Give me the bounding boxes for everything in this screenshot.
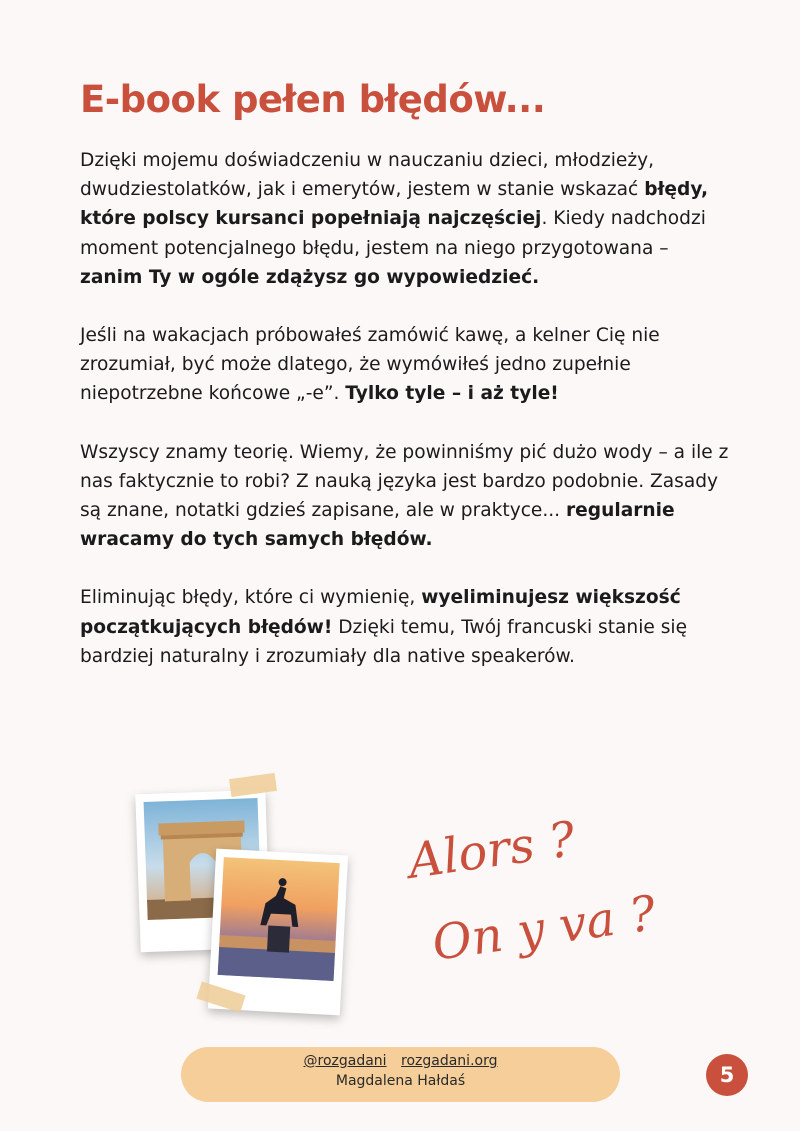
text-run: Eliminując błędy, które ci wymienię, xyxy=(80,587,422,609)
footer-bar xyxy=(181,1047,620,1102)
handwriting-line-2: On y va ? xyxy=(428,885,660,972)
page-title: E-book pełen błędów... xyxy=(80,78,546,121)
text-run-bold: zanim Ty w ogóle zdążysz go wypowiedzieć. xyxy=(80,266,540,288)
text-run: Jeśli na wakacjach próbowałeś zamówić kawę, a kelner Cię nie zrozumiał, być może dlatego, że wymówiłeś jedno zupełnie niepotrzebne końcowe „-e”. xyxy=(80,325,660,405)
text-run-bold: regularnie wracamy do tych samych błędów. xyxy=(80,500,675,551)
instagram-link[interactable]: @rozgadani xyxy=(303,1053,387,1069)
paragraph-1 xyxy=(80,146,730,292)
text-run: Dzięki temu, Twój francuski stanie się bardziej naturalny i zrozumiały dla native speakerów. xyxy=(80,616,688,667)
text-run: Wszyscy znamy teorię. Wiemy, że powinniśmy pić dużo wody – a ile z nas faktycznie to robi? Z nauką języka jest bardzo podobnie. Zasady są znane, notatki gdzieś zapisane, ale w praktyce... xyxy=(80,441,729,522)
tape-decoration xyxy=(229,773,277,797)
author-name: Magdalena Hałdaś xyxy=(335,1073,466,1089)
footer-links xyxy=(181,1053,620,1069)
paragraph-4 xyxy=(80,583,730,671)
handwriting-line-1: Alors ? xyxy=(405,811,579,890)
text-run-bold: Tylko tyle – i aż tyle! xyxy=(345,383,559,405)
body-text xyxy=(80,146,730,700)
page-number-badge: 5 xyxy=(706,1054,748,1096)
text-run: Dzięki mojemu doświadczeniu w nauczaniu dzieci, młodzieży, dwudziestolatków, jak i emerytów, jestem w stanie wskazać xyxy=(80,150,655,201)
photo-collage xyxy=(130,770,370,1030)
statue-image xyxy=(218,857,340,981)
text-run-bold: błędy, które polscy kursanci popełniają najczęściej xyxy=(80,179,709,230)
text-run-bold: wyeliminujesz większość początkujących błędów! xyxy=(80,587,681,638)
paragraph-2 xyxy=(80,321,730,409)
website-link[interactable]: rozgadani.org xyxy=(401,1053,498,1069)
text-run: . Kiedy nadchodzi moment potencjalnego błędu, jestem na niego przygotowana – xyxy=(80,208,706,259)
paragraph-3 xyxy=(80,438,730,555)
handwritten-greeting xyxy=(405,800,705,990)
